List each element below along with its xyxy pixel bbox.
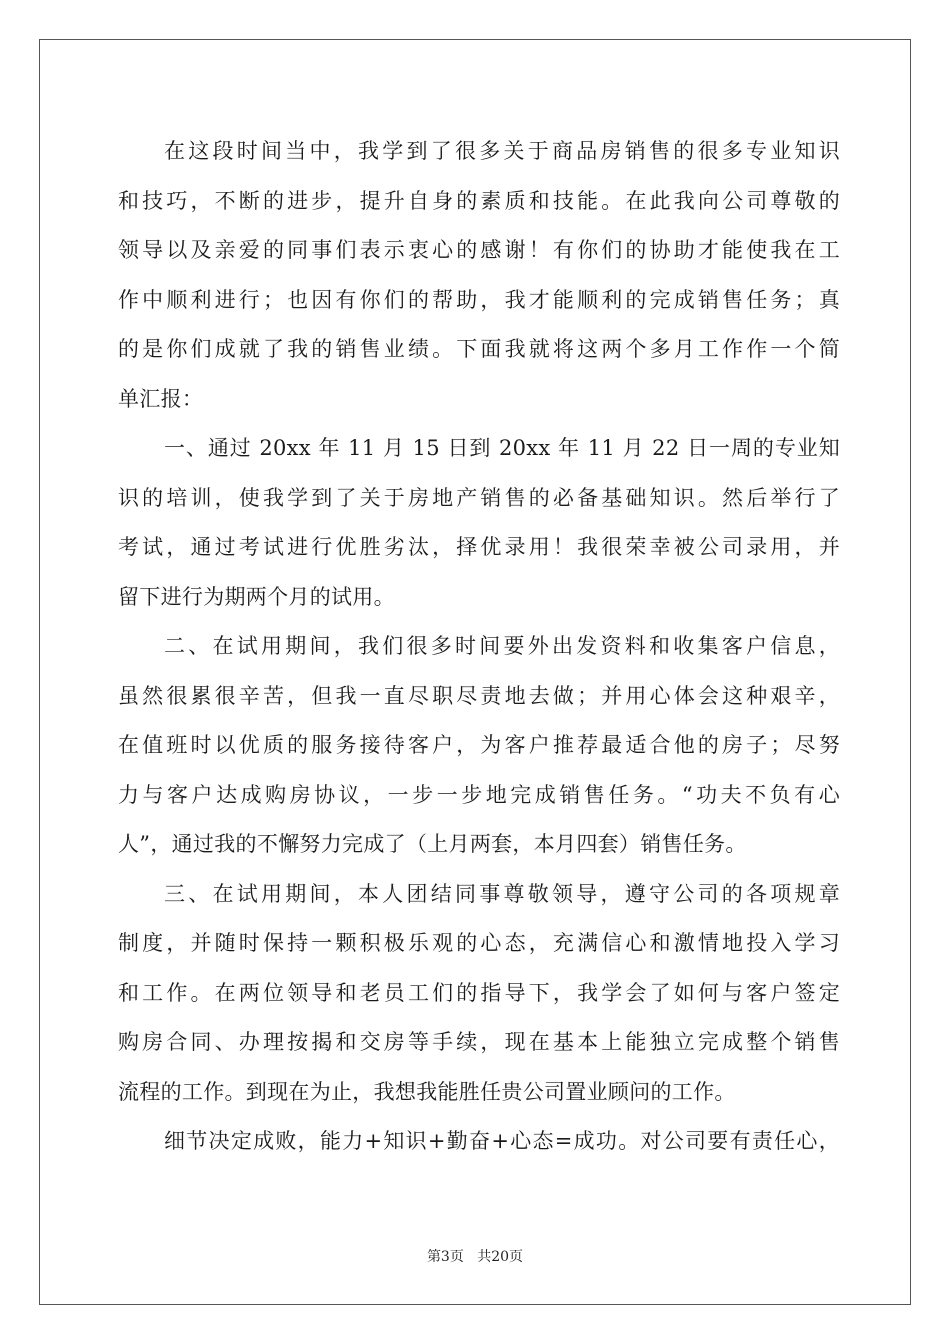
paragraph-line: 二、在试用期间，我们很多时间要外出发资料和收集客户信息， bbox=[164, 634, 840, 658]
paragraph-line: 一、通过 20xx 年 11 月 15 日到 20xx 年 11 月 22 日一周的专业知 bbox=[164, 436, 840, 460]
paragraph-line: 考试，通过考试进行优胜劣汰，择优录用！我很荣幸被公司录用，并 bbox=[118, 535, 840, 559]
paragraph-line: 在这段时间当中，我学到了很多关于商品房销售的很多专业知识 bbox=[164, 139, 840, 163]
page-number-current: 第3页 bbox=[426, 1249, 464, 1265]
paragraph-line: 在值班时以优质的服务接待客户，为客户推荐最适合他的房子；尽努 bbox=[118, 733, 840, 757]
paragraph-line: 力与客户达成购房协议，一步一步地完成销售任务。“功夫不负有心 bbox=[118, 782, 840, 807]
paragraph-line: 的是你们成就了我的销售业绩。下面我就将这两个多月工作作一个简 bbox=[118, 337, 840, 361]
paragraph-line: 购房合同、办理按揭和交房等手续，现在基本上能独立完成整个销售 bbox=[118, 1030, 840, 1054]
paragraph-line: 细节决定成败，能力+知识+勤奋+心态=成功。对公司要有责任心， bbox=[164, 1129, 840, 1153]
paragraph-line: 领导以及亲爱的同事们表示衷心的感谢！有你们的协助才能使我在工 bbox=[118, 238, 840, 262]
page-number-total: 共20页 bbox=[477, 1249, 524, 1265]
page-footer bbox=[0, 1246, 950, 1266]
paragraph-line: 人”，通过我的不懈努力完成了（上月两套，本月四套）销售任务。 bbox=[118, 832, 747, 856]
paragraph-line: 留下进行为期两个月的试用。 bbox=[118, 584, 395, 609]
paragraph-line: 和工作。在两位领导和老员工们的指导下，我学会了如何与客户签定 bbox=[118, 980, 840, 1005]
paragraph-line: 单汇报： bbox=[118, 386, 204, 411]
paragraph-line: 制度，并随时保持一颗积极乐观的心态，充满信心和激情地投入学习 bbox=[118, 931, 840, 955]
paragraph-line: 虽然很累很辛苦，但我一直尽职尽责地去做；并用心体会这种艰辛， bbox=[118, 683, 840, 708]
paragraph-line: 三、在试用期间，本人团结同事尊敬领导，遵守公司的各项规章 bbox=[164, 881, 840, 906]
paragraph-line: 和技巧，不断的进步，提升自身的素质和技能。在此我向公司尊敬的 bbox=[118, 188, 840, 213]
paragraph-line: 识的培训，使我学到了关于房地产销售的必备基础知识。然后举行了 bbox=[118, 485, 840, 510]
document-body bbox=[118, 127, 840, 1167]
paragraph-line: 作中顺利进行；也因有你们的帮助，我才能顺利的完成销售任务；真 bbox=[118, 287, 840, 312]
paragraph-line: 流程的工作。到现在为止，我想我能胜任贵公司置业顾问的工作。 bbox=[118, 1079, 736, 1104]
